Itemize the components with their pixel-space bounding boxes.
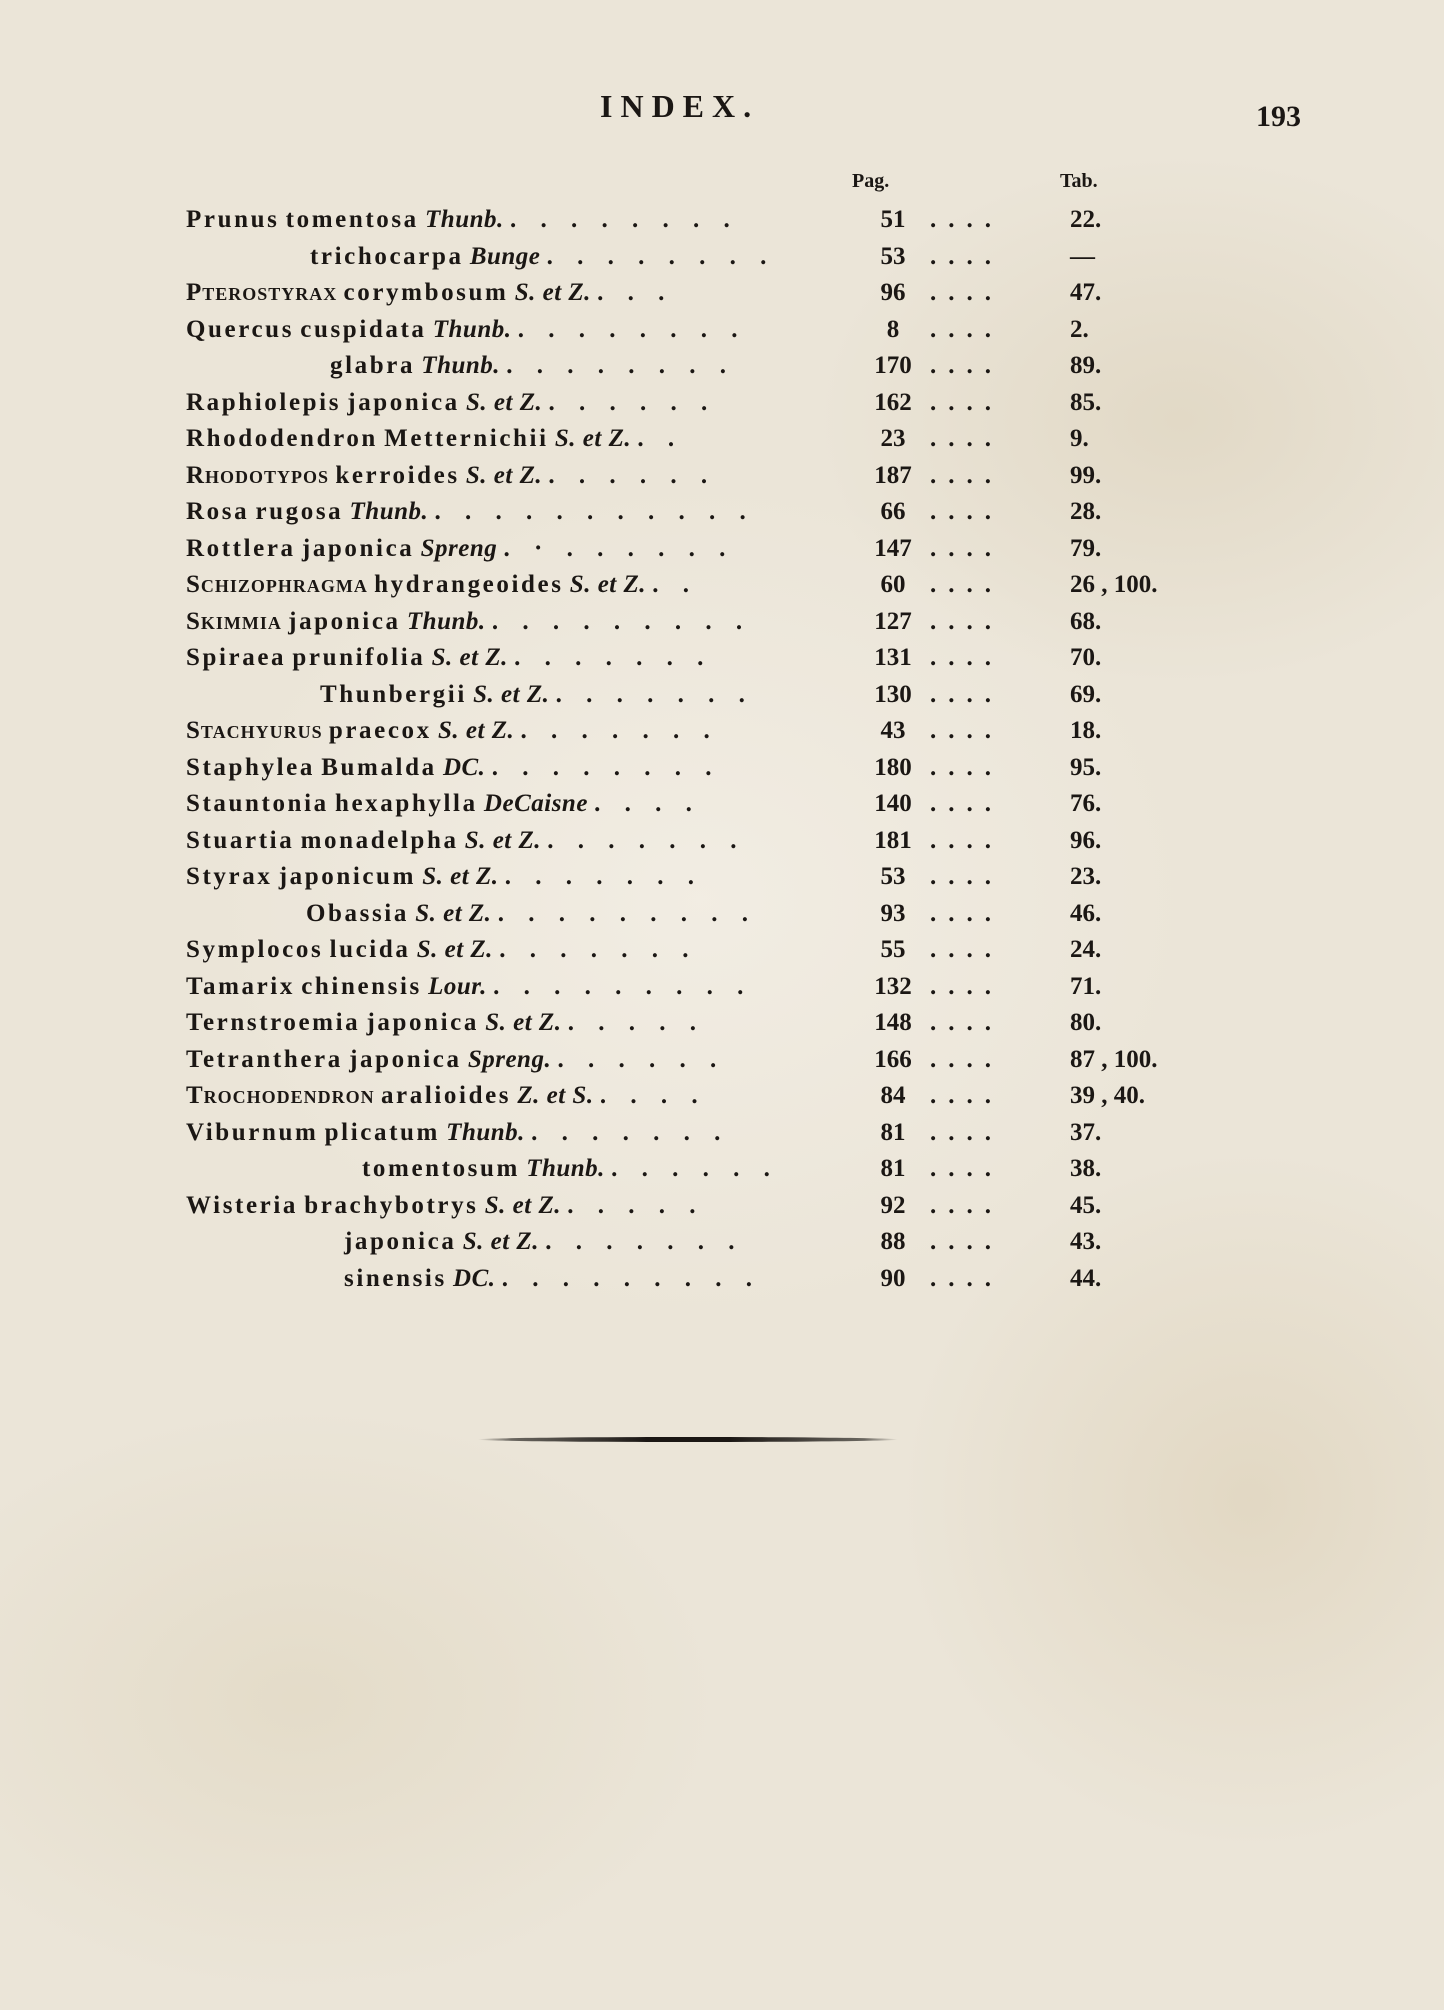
dot-leader-2: ....	[930, 717, 1003, 744]
dot-leader: . . . . . . .	[547, 826, 746, 854]
dot-leader-2: ....	[930, 899, 1003, 927]
species-epithet: japonicum	[278, 863, 416, 890]
species-epithet: tomentosa	[285, 206, 419, 233]
dot-leader: . . . . . . .	[520, 717, 719, 744]
species-epithet: plicatum	[324, 1118, 440, 1146]
dot-leader: . .	[637, 425, 684, 452]
dot-leader-2: ....	[930, 1118, 1003, 1146]
author-abbrev: S. et Z.	[431, 644, 508, 671]
index-entry	[0, 385, 1444, 422]
genus-name: Staphylea	[186, 753, 315, 781]
plate-ref: 37.	[1070, 1118, 1102, 1146]
page-ref: 92	[880, 1191, 906, 1219]
dot-leader: . . . . . . . .	[491, 753, 721, 781]
author-abbrev: DeCaisne	[483, 790, 588, 817]
plate-ref: 2.	[1070, 315, 1089, 343]
species-epithet: japonica	[301, 534, 415, 562]
index-entry	[0, 312, 1444, 349]
author-abbrev: Thunb.	[406, 607, 486, 635]
author-abbrev: S. et Z.	[438, 717, 515, 744]
dot-leader: . . . . . . . .	[517, 315, 747, 343]
index-entry	[0, 202, 1444, 239]
entry-name	[362, 1151, 779, 1188]
plate-ref: 24.	[1070, 936, 1102, 963]
genus-name: Pterostyrax	[186, 279, 338, 306]
plate-ref: 96.	[1070, 826, 1102, 854]
species-epithet: japonica	[344, 1228, 457, 1255]
dot-leader-2: ....	[930, 1082, 1003, 1109]
page-ref: 60	[880, 571, 906, 598]
plate-ref: 80.	[1070, 1009, 1102, 1036]
page-ref: 88	[880, 1228, 906, 1255]
dot-leader-2: ....	[930, 1009, 1003, 1036]
entry-name	[186, 1188, 704, 1225]
author-abbrev: Thunb.	[421, 352, 501, 379]
column-header-pag: Pag.	[852, 170, 890, 192]
author-abbrev: S. et Z.	[422, 863, 499, 890]
entry-name	[186, 1078, 707, 1115]
page-ref: 90	[880, 1264, 906, 1292]
species-epithet: glabra	[330, 352, 416, 379]
plate-ref: 45.	[1070, 1191, 1102, 1219]
page-ref: 81	[880, 1155, 906, 1182]
page-ref: 181	[874, 826, 912, 854]
dot-leader-2: ....	[930, 753, 1003, 781]
dot-leader: . . . . . .	[548, 388, 717, 416]
dot-leader-2: ....	[930, 826, 1003, 854]
dot-leader: . . . .	[594, 790, 701, 817]
author-abbrev: Spreng.	[467, 1045, 552, 1073]
dot-leader: . . . . . .	[611, 1155, 779, 1182]
page-ref: 55	[880, 936, 906, 963]
index-entry	[0, 421, 1444, 458]
entry-name	[344, 1261, 761, 1298]
index-entry	[0, 677, 1444, 714]
entry-name	[344, 1224, 743, 1261]
index-entry	[0, 859, 1444, 896]
plate-ref: 79.	[1070, 534, 1102, 562]
entry-name	[186, 859, 703, 896]
author-abbrev: Thunb.	[446, 1118, 525, 1146]
index-entry	[0, 458, 1444, 495]
species-epithet: kerroides	[335, 461, 460, 489]
dot-leader: . . . . . . . . .	[497, 899, 757, 927]
dot-leader-2: ....	[930, 242, 1003, 270]
dot-leader: . . . . . . . .	[506, 352, 736, 379]
entry-name	[186, 275, 673, 312]
species-epithet: hydrangeoides	[374, 571, 564, 598]
author-abbrev: Thunb.	[432, 315, 512, 343]
page-ref: 127	[874, 607, 912, 635]
entry-name	[186, 567, 698, 604]
index-entries	[0, 202, 1444, 1297]
genus-name: Spiraea	[186, 644, 287, 671]
species-epithet: prunifolia	[292, 644, 426, 671]
plate-ref: 76.	[1070, 790, 1102, 817]
index-entry	[0, 1005, 1444, 1042]
page-ref: 131	[874, 644, 912, 671]
author-abbrev: DC.	[442, 753, 486, 781]
plate-ref: 9.	[1070, 425, 1089, 452]
author-abbrev: Thunb.	[526, 1155, 605, 1182]
genus-name: Prunus	[186, 206, 280, 233]
species-epithet: lucida	[329, 936, 411, 963]
species-epithet: monadelpha	[300, 826, 459, 854]
species-epithet: aralioides	[380, 1082, 512, 1109]
entry-name	[186, 202, 739, 239]
entry-name	[186, 713, 719, 750]
page-ref: 53	[880, 863, 906, 890]
dot-leader-2: ....	[930, 644, 1003, 671]
dot-leader: . . .	[597, 279, 674, 306]
dot-leader-2: ....	[930, 972, 1003, 1000]
genus-name: Rottlera	[186, 534, 296, 562]
dot-leader-2: ....	[930, 315, 1003, 343]
dot-leader: . . . . . . .	[555, 680, 754, 708]
page-ref: 148	[874, 1009, 912, 1036]
dot-leader: . . . . . . .	[499, 936, 698, 963]
page-ref: 140	[874, 790, 912, 817]
index-entry	[0, 239, 1444, 276]
author-abbrev: Lour.	[428, 972, 487, 1000]
author-abbrev: S. et Z.	[416, 936, 493, 963]
index-entry	[0, 1078, 1444, 1115]
index-entry	[0, 1261, 1444, 1298]
plate-ref: 23.	[1070, 863, 1102, 890]
page-ref: 147	[874, 534, 912, 562]
entry-name	[186, 312, 746, 349]
dot-leader: . . . . . . . . .	[491, 607, 752, 635]
genus-name: Tetranthera	[186, 1045, 343, 1073]
genus-name: Stachyurus	[186, 717, 323, 744]
index-entry	[0, 640, 1444, 677]
dot-leader-2: ....	[930, 425, 1003, 452]
plate-ref: 46.	[1070, 899, 1102, 927]
author-abbrev: S. et Z.	[462, 1228, 539, 1255]
plate-ref: 47.	[1070, 279, 1102, 306]
dot-leader: . . . . . . . .	[510, 206, 739, 233]
plate-ref: 71.	[1070, 972, 1102, 1000]
dot-leader: . . . . . . .	[531, 1118, 730, 1146]
species-epithet: hexaphylla	[334, 790, 478, 817]
dot-leader: . . . . . . . . . . .	[434, 498, 755, 525]
plate-ref: 69.	[1070, 680, 1102, 708]
plate-ref: 95.	[1070, 753, 1102, 781]
genus-name: Styrax	[186, 863, 273, 890]
entry-name	[186, 1005, 705, 1042]
plate-ref: 38.	[1070, 1155, 1102, 1182]
index-entry	[0, 932, 1444, 969]
author-abbrev: S. et Z.	[569, 571, 647, 598]
index-entry	[0, 1042, 1444, 1079]
page-ref: 162	[874, 388, 912, 416]
author-abbrev: S. et Z.	[466, 388, 543, 416]
plate-ref: 18.	[1070, 717, 1102, 744]
dot-leader-2: ....	[930, 1264, 1003, 1292]
index-entry	[0, 531, 1444, 568]
genus-name: Trochodendron	[186, 1082, 375, 1109]
entry-name	[186, 750, 720, 787]
page-number: 193	[1256, 100, 1301, 133]
species-epithet: Thunbergii	[320, 680, 467, 708]
page-title: INDEX.	[600, 88, 760, 124]
plate-ref: 22.	[1070, 206, 1102, 233]
dot-leader-2: ....	[930, 1045, 1003, 1073]
page-ref: 81	[880, 1118, 906, 1146]
plate-ref: 43.	[1070, 1228, 1102, 1255]
dot-leader: . . . . . . . . .	[501, 1264, 762, 1292]
species-epithet: brachybotrys	[304, 1191, 479, 1219]
genus-name: Symplocos	[186, 936, 324, 963]
author-abbrev: Thunb.	[425, 206, 504, 233]
page-ref: 93	[880, 899, 906, 927]
index-entry	[0, 750, 1444, 787]
entry-name	[306, 896, 757, 933]
dot-leader-2: ....	[930, 790, 1003, 817]
entry-name	[186, 421, 683, 458]
species-epithet: cuspidata	[300, 315, 427, 343]
plate-ref: 89.	[1070, 352, 1102, 379]
genus-name: Rhodotypos	[186, 461, 330, 489]
page-ref: 166	[874, 1045, 912, 1073]
author-abbrev: S. et Z.	[465, 461, 543, 489]
dot-leader-2: ....	[930, 1155, 1003, 1182]
genus-name: Raphiolepis	[186, 388, 342, 416]
dot-leader: . . . . . .	[557, 1045, 726, 1073]
entry-name	[186, 531, 734, 568]
page-ref: 187	[874, 461, 912, 489]
page-ref: 66	[880, 498, 906, 525]
entry-name	[330, 348, 735, 385]
dot-leader: . . . . .	[567, 1009, 705, 1036]
dot-leader-2: ....	[930, 498, 1003, 525]
species-epithet: japonica	[288, 607, 401, 635]
page-ref: 23	[880, 425, 906, 452]
author-abbrev: S. et Z.	[484, 1191, 561, 1219]
entry-name	[186, 823, 746, 860]
author-abbrev: S. et Z.	[485, 1009, 562, 1036]
species-epithet: japonica	[366, 1009, 479, 1036]
dot-leader: . . . . . .	[548, 461, 717, 489]
dot-leader: . . . . . . . . .	[493, 972, 753, 1000]
entry-name	[186, 458, 716, 495]
index-entry	[0, 348, 1444, 385]
entry-name	[186, 932, 697, 969]
author-abbrev: DC.	[453, 1264, 496, 1292]
page-ref: 43	[880, 717, 906, 744]
author-abbrev: Thunb.	[349, 498, 429, 525]
dot-leader: . · . . . . . .	[503, 534, 735, 562]
dot-leader: . .	[652, 571, 699, 598]
index-entry	[0, 1224, 1444, 1261]
plate-ref: 99.	[1070, 461, 1102, 489]
plate-ref: 39 , 40.	[1070, 1082, 1145, 1109]
dot-leader: . . . . . . .	[545, 1228, 744, 1255]
author-abbrev: S. et Z.	[554, 425, 632, 452]
dot-leader-2: ....	[930, 352, 1003, 379]
species-epithet: corymbosum	[343, 279, 509, 306]
plate-ref: 26 , 100.	[1070, 571, 1158, 598]
page-ref: 180	[874, 753, 912, 781]
page-ref: 170	[874, 352, 912, 379]
genus-name: Rosa	[186, 498, 250, 525]
index-entry	[0, 969, 1444, 1006]
dot-leader: . . . .	[599, 1082, 707, 1109]
dot-leader-2: ....	[930, 1191, 1003, 1219]
dot-leader-2: ....	[930, 279, 1003, 306]
genus-name: Tamarix	[186, 972, 295, 1000]
index-entry	[0, 823, 1444, 860]
genus-name: Wisteria	[186, 1191, 298, 1219]
entry-name	[186, 969, 752, 1006]
plate-ref: 68.	[1070, 607, 1102, 635]
page-ref: 8	[886, 315, 900, 343]
author-abbrev: Bunge	[469, 242, 541, 270]
page-ref: 51	[880, 206, 906, 233]
dot-leader-2: ....	[930, 680, 1003, 708]
dot-leader-2: ....	[930, 1228, 1003, 1255]
entry-name	[186, 604, 751, 641]
author-abbrev: Z. et S.	[517, 1082, 594, 1109]
author-abbrev: S. et Z.	[415, 899, 492, 927]
index-entry	[0, 604, 1444, 641]
plate-ref: 70.	[1070, 644, 1102, 671]
genus-name: Quercus	[186, 315, 295, 343]
species-epithet: trichocarpa	[310, 242, 464, 270]
column-header-tab: Tab.	[1060, 170, 1098, 192]
page-ref: 132	[874, 972, 912, 1000]
dot-leader-2: ....	[930, 571, 1003, 598]
entry-name	[320, 677, 754, 714]
plate-ref: 44.	[1070, 1264, 1102, 1292]
author-abbrev: S. et Z.	[473, 680, 550, 708]
genus-name: Viburnum	[186, 1118, 319, 1146]
index-entry	[0, 1115, 1444, 1152]
dot-leader: . . . . . . .	[514, 644, 713, 671]
genus-name: Skimmia	[186, 607, 282, 635]
dot-leader-2: ....	[930, 461, 1003, 489]
species-epithet: japonica	[347, 388, 460, 416]
genus-name: Schizophragma	[186, 571, 368, 598]
page-ref: 84	[880, 1082, 906, 1109]
dot-leader: . . . . .	[567, 1191, 705, 1219]
entry-name	[186, 1042, 725, 1079]
author-abbrev: S. et Z.	[514, 279, 591, 306]
author-abbrev: S. et Z.	[464, 826, 542, 854]
species-epithet: chinensis	[301, 972, 422, 1000]
plate-ref: —	[1070, 242, 1095, 270]
genus-name: Stauntonia	[186, 790, 329, 817]
dot-leader: . . . . . . .	[504, 863, 703, 890]
dot-leader-2: ....	[930, 388, 1003, 416]
entry-name	[186, 494, 755, 531]
species-epithet: japonica	[349, 1045, 462, 1073]
dot-leader-2: ....	[930, 863, 1003, 890]
species-epithet: tomentosum	[362, 1155, 520, 1182]
species-epithet: rugosa	[255, 498, 344, 525]
species-epithet: Obassia	[306, 899, 409, 927]
page-ref: 96	[880, 279, 906, 306]
page-ref: 53	[880, 242, 906, 270]
index-entry	[0, 275, 1444, 312]
closing-rule	[478, 1437, 898, 1442]
plate-ref: 85.	[1070, 388, 1102, 416]
index-entry	[0, 713, 1444, 750]
genus-name: Stuartia	[186, 826, 295, 854]
dot-leader: . . . . . . . .	[546, 242, 776, 270]
entry-name	[186, 385, 716, 422]
dot-leader-2: ....	[930, 607, 1003, 635]
dot-leader-2: ....	[930, 534, 1003, 562]
index-entry	[0, 1188, 1444, 1225]
page-ref: 130	[874, 680, 912, 708]
author-abbrev: Spreng	[420, 534, 498, 562]
entry-name	[186, 1115, 729, 1152]
index-entry	[0, 494, 1444, 531]
entry-name	[186, 640, 712, 677]
genus-name: Ternstroemia	[186, 1009, 361, 1036]
index-entry	[0, 896, 1444, 933]
index-entry	[0, 786, 1444, 823]
entry-name	[186, 786, 701, 823]
genus-name: Rhododendron	[186, 425, 378, 452]
index-entry	[0, 567, 1444, 604]
species-epithet: Metternichii	[384, 425, 549, 452]
species-epithet: Bumalda	[321, 753, 437, 781]
index-entry	[0, 1151, 1444, 1188]
dot-leader-2: ....	[930, 936, 1003, 963]
plate-ref: 87 , 100.	[1070, 1045, 1158, 1073]
plate-ref: 28.	[1070, 498, 1102, 525]
species-epithet: sinensis	[344, 1264, 447, 1292]
entry-name	[310, 239, 775, 276]
dot-leader-2: ....	[930, 206, 1003, 233]
species-epithet: praecox	[328, 717, 432, 744]
